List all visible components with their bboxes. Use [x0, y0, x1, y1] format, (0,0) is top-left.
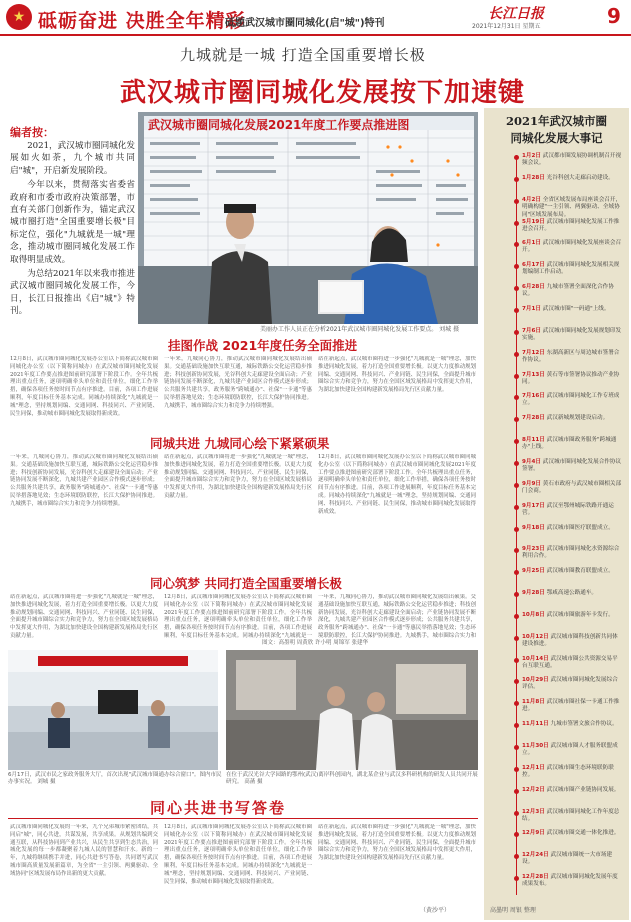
timeline-dot-icon [514, 767, 519, 772]
article-title: 武汉城市圈同城化发展按下加速键 [120, 78, 526, 108]
timeline-event-text: 武汉城市圈政务服务"跨城通办"上线。 [522, 437, 617, 451]
bottom-author: （黄沙平） [420, 907, 451, 914]
timeline-event-date: 6月28日 [522, 284, 545, 290]
timeline-event-date: 11月8日 [522, 699, 545, 705]
timeline-event-text: 武汉城市圈教育联盟成立。 [546, 568, 614, 574]
timeline-event-date: 7月13日 [522, 372, 545, 378]
timeline-event-text: 武汉城市圈旅游年卡发行。 [546, 612, 614, 618]
timeline-event [522, 590, 622, 597]
timeline-event-date: 10月14日 [522, 656, 549, 662]
timeline-event [522, 677, 622, 692]
timeline-event [522, 634, 622, 649]
timeline-event-date: 7月6日 [522, 328, 541, 334]
timeline-dot-icon [514, 679, 519, 684]
timeline-dot-icon [514, 374, 519, 379]
timeline-dot-icon [514, 636, 519, 641]
timeline-event [522, 153, 622, 168]
timeline-event-text: 东湖高新区与周边城市签署合作协议。 [522, 350, 620, 364]
section-heading: 同城共进 九城同心绘下紧紧硕果 [150, 436, 330, 451]
timeline-event [522, 240, 622, 255]
timeline-dot-icon [514, 592, 519, 597]
section-body: 12月8日，武汉城市圈同城化发展办公室以下简称武汉城市圈同城化办公室（以下简称同城办）在武汉城市圈同城化发展2021年度工作要点推进图前研究部署下阶段工作。全年共梳理出重点任务，逐项明确牵头单位和责任单位，细化工作举措，确保各项任务按时间节点有序推进。目前，各项工作进展顺利，年度目标任务基本完成。同城办持续深化"九城就是一城"理念，坚持规划同编、交通同网、科技同兴、产业同链、民生同保，推动城市圈同城化发展取得新成效。 [318, 454, 476, 515]
bottom-photo-left [8, 650, 218, 770]
issue-date: 2021年12月31日 星期五 [472, 23, 541, 30]
sidebar-title-line: 2021年武汉城市圈 [505, 114, 607, 128]
timeline-event-date: 9月23日 [522, 546, 545, 552]
timeline-dot-icon [514, 221, 519, 226]
timeline-event-date: 12月9日 [522, 830, 545, 836]
main-photo-caption: 美丽办工作人员正在分析2021年武汉城市圈同城化发展工作要点。 刘城 摄 [260, 326, 460, 333]
timeline-event [522, 503, 622, 518]
timeline-dot-icon [514, 330, 519, 335]
timeline-event [522, 699, 622, 714]
timeline-dot-icon [514, 876, 519, 881]
timeline-event [522, 197, 622, 219]
timeline-event-date: 10月8日 [522, 612, 545, 618]
section-body: 站在新起点，武汉城市圈将进一步强化"九城就是一城"理念，加快推进同城化发展，着力打造全国重要增长极。以更大力度推动规划同编、交通同网、科技同兴、产业同链、民生同保，全面提升城市圈综合实力和竞争力，努力在全国区域发展格局中发挥更大作用，为湖北加快建设全国构建新发展格局先行区贡献力量。 [164, 454, 312, 499]
timeline-event-text: 武汉城市圈同城化水资源综合利用合作。 [522, 546, 620, 560]
timeline-dot-icon [514, 723, 519, 728]
timeline-event [522, 852, 622, 867]
timeline-event-text: 黄石市政府与武汉城市圈相关部门会商。 [522, 481, 622, 495]
section-body: 12月8日，武汉城市圈同城化发展办公室以下简称武汉城市圈同城化办公室（以下简称同城办）在武汉城市圈同城化发展2021年度工作要点推进图前研究部署下阶段工作。全年共梳理出重点任务，逐项明确牵头单位和责任单位，细化工作举措，确保各项任务按时间节点有序推进。目前，各项工作进展顺利，年度目标任务基本完成。同城办持续深化"九城就是一城"理念，坚持规划同编、交通同网、科技同兴、产业同链、民生同保，推动城市圈同城化发展取得新成效。 [10, 356, 158, 417]
timeline-event-date: 9月9日 [522, 481, 541, 487]
timeline-dot-icon [514, 199, 519, 204]
section-body: 站在新起点，武汉城市圈将进一步强化"九城就是一城"理念，加快推进同城化发展，着力打造全国重要增长极。以更大力度推动规划同编、交通同网、科技同兴、产业同链、民生同保，全面提升城市圈综合实力和竞争力，努力在全国区域发展格局中发挥更大作用，为湖北加快建设全国构建新发展格局先行区贡献力量。 [10, 594, 158, 639]
timeline-dot-icon [514, 352, 519, 357]
section-body: 12月8日，武汉城市圈同城化发展办公室以下简称武汉城市圈同城化办公室（以下简称同城办）在武汉城市圈同城化发展2021年度工作要点推进图前研究部署下阶段工作。全年共梳理出重点任务，逐项明确牵头单位和责任单位，细化工作举措，确保各项任务按时间节点有序推进。目前，各项工作进展顺利，年度目标任务基本完成。同城办持续深化"九城就是一 [164, 594, 312, 639]
editor-note-paragraph: 2021，武汉城市圈同城化发展如火如荼，九个城市共同启"城"，开启新发展阶段。 [10, 141, 135, 176]
timeline-dot-icon [514, 483, 519, 488]
bottom-photo-caption: 6月17日，武汉市民之家政务服务大厅，首次出现"武汉城市圈通办综合窗口"。图内市民办事实况。 刘城 摄 [8, 772, 222, 785]
timeline-dot-icon [514, 461, 519, 466]
timeline-event-text: 武汉城市圈同城化发展相关规划编制工作启动。 [522, 262, 620, 276]
timeline-event-text: 武汉城市圈同城化工作年度总结。 [522, 809, 620, 823]
timeline-event-date: 5月19日 [522, 219, 545, 225]
timeline-event-date: 10月12日 [522, 634, 549, 640]
timeline-event-text: 武汉城市圈科技创新共同体建设推进。 [522, 634, 618, 648]
timeline-dot-icon [514, 527, 519, 532]
timeline-event-text: 全省区域发展布局座谈会召开，明确构建"一主引领、两翼驱动、全域协同"区域发展布局。 [522, 197, 622, 218]
main-photo [138, 112, 478, 324]
timeline-event-date: 1月28日 [522, 175, 545, 181]
timeline-dot-icon [514, 570, 519, 575]
timeline-event-date: 7月12日 [522, 350, 545, 356]
timeline-event-text: 武汉城市圈产业链协同发展。 [546, 787, 620, 793]
page-number: 9 [607, 4, 621, 28]
timeline-dot-icon [514, 505, 519, 510]
photo-board-banner: 武汉城市圈同城化发展2021年度工作要点推进图 [148, 118, 410, 132]
timeline-dot-icon [514, 745, 519, 750]
timeline-event [522, 830, 622, 837]
timeline-dot-icon [514, 854, 519, 859]
timeline-event-date: 11月30日 [522, 743, 549, 749]
timeline-dot-icon [514, 832, 519, 837]
timeline-event-date: 12月28日 [522, 874, 549, 880]
bottom-body: 站在新起点，武汉城市圈将进一步强化"九城就是一城"理念，加快推进同城化发展，着力打造全国重要增长极。以更大力度推动规划同编、交通同网、科技同兴、产业同链、民生同保，全面提升城市圈综合实力和竞争力，努力在全国区域发展格局中发挥更大作用，为湖北加快建设全国构建新发展格局先行区贡献力量。 [318, 824, 476, 862]
timeline-event-date: 9月18日 [522, 525, 545, 531]
timeline-event-text: 武汉城市圈统一大市场建设。 [522, 852, 613, 866]
timeline-event-text: 武汉城市圈同城化发展综合评估。 [522, 677, 618, 691]
timeline-event-text: 九城市签署文旅合作协议。 [550, 721, 618, 727]
timeline-event [522, 612, 622, 619]
timeline-event [522, 328, 622, 343]
timeline-dot-icon [514, 155, 519, 160]
timeline-event-date: 7月16日 [522, 393, 545, 399]
timeline-event [522, 219, 622, 234]
bottom-body: 武汉城市圈同城化发展的一年来，九个兄弟城市紧密团结，共同启"城"，同心共进，共谋发展，共享成果。从规划共编到交通互联，从科技协同到产业共兴，从民生共享到生态共治，同城化发展的每一步都凝聚着九城人民的智慧和汗水。新的一年，九城将继续携手并进，同心共进书写答卷，共同谱写武汉城市圈高质量发展新篇章，为全省"一主引领、两翼驱动、全域协同"区域发展布局作出新的更大贡献。 [10, 824, 158, 877]
timeline-event [522, 525, 622, 532]
timeline-event-date: 12月1日 [522, 765, 545, 771]
party-emblem-icon: ★ [6, 4, 32, 30]
timeline-event [522, 546, 622, 561]
timeline-dot-icon [514, 789, 519, 794]
timeline-event [522, 787, 622, 794]
header-slogan: 砥砺奋进 决胜全年精彩 [38, 10, 246, 32]
section-body: 站在新起点，武汉城市圈将进一步强化"九城就是一城"理念，加快推进同城化发展，着力打造全国重要增长极。以更大力度推动规划同编、交通同网、科技同兴、产业同链、民生同保，全面提升城市圈综合实力和竞争力，努力在全国区域发展格局中发挥更大作用，为湖北加快建设全国构建新发展格局先行区贡献力量。 [318, 356, 476, 394]
timeline-event-text: 武汉城市圈同城化发展合作协议签署。 [522, 459, 622, 473]
timeline-dot-icon [514, 614, 519, 619]
timeline-dot-icon [514, 264, 519, 269]
timeline-event-date: 10月29日 [522, 677, 549, 683]
newspaper-masthead: 长江日报 [488, 6, 544, 22]
timeline-event-date: 9月25日 [522, 568, 545, 574]
divider [8, 818, 478, 819]
editor-note-paragraph: 今年以来，贯彻落实省委省政府和市委市政府决策部署，市直有关部门创新作为，锚定武汉城市圈打造"全国重要增长极"目标定位，强化"九城就是一城"理念，推动城市圈同城化发展工作取得明显成效。 [10, 180, 135, 265]
lab-illustration [226, 650, 478, 770]
timeline-event-date: 9月28日 [522, 590, 545, 596]
timeline-event-text: 武汉都市圈发展协调机制召开视频会议。 [522, 153, 622, 167]
photo-credit-row: 图文：高墨明 周黄欣 许小明 周锦军 张建华 [262, 640, 368, 646]
sidebar-title [488, 113, 625, 147]
timeline-dot-icon [514, 242, 519, 247]
timeline-event-date: 9月4日 [522, 459, 541, 465]
editor-note-paragraph: 为总结2021年以来我市推进武汉城市圈同城化发展工作，今日，长江日报推出《启"城"》特刊。 [10, 269, 135, 317]
timeline-event-text: 鄂咸高速公路通车。 [546, 590, 598, 596]
bottom-photo-right [226, 650, 478, 770]
editor-note-label: 编者按： [10, 126, 54, 139]
timeline-dot-icon [514, 701, 519, 706]
timeline-event [522, 765, 622, 780]
bottom-photo-caption: 在位于武汉光谷大学园路的鄂州(武汉)离岸科创园内，湖北某企业与武汉多科研机构的研发人员共同开展研究。 高菡 摄 [226, 772, 478, 785]
timeline-event-date: 8月11日 [522, 437, 545, 443]
timeline-event [522, 415, 622, 422]
editor-note [10, 140, 135, 320]
timeline-dot-icon [514, 286, 519, 291]
timeline-event-text: 武汉城市圈同城化发展工作推进会召开。 [522, 219, 620, 233]
timeline-event [522, 393, 622, 408]
bottom-body: 12月8日，武汉城市圈同城化发展办公室以下简称武汉城市圈同城化办公室（以下简称同城办）在武汉城市圈同城化发展2021年度工作要点推进图前研究部署下阶段工作。全年共梳理出重点任务，逐项明确牵头单位和责任单位，细化工作举措，确保各项任务按时间节点有序推进。目前，各项工作进展顺利，年度目标任务基本完成。同城办持续深化"九城就是一城"理念，坚持规划同编、交通同网、科技同兴、产业同链、民生同保，推动城市圈同城化发展取得新成效。 [164, 824, 312, 885]
timeline-event-text: 武汉城市圈公共资源交易平台互联互通。 [522, 656, 618, 670]
timeline-event-text: 九城市签署全面深化合作协议。 [522, 284, 614, 298]
timeline-event-text: 武汉城市圈人才服务联盟成立。 [522, 743, 618, 757]
timeline-event-date: 4月2日 [522, 197, 541, 203]
section-heading: 挂图作战 2021年度任务全面推进 [168, 338, 358, 353]
timeline-event [522, 372, 622, 387]
timeline-event [522, 874, 622, 889]
timeline-event-date: 12月3日 [522, 809, 545, 815]
timeline-event-date: 7月28日 [522, 415, 545, 421]
timeline-event [522, 284, 622, 299]
section-heading: 同心筑梦 共同打造全国重要增长极 [150, 576, 342, 591]
timeline-event-text: 武汉城市圈交通一体化推进。 [546, 830, 620, 836]
timeline-event-text: 黄石等市签署协议推动产业协同。 [522, 372, 620, 386]
timeline-event [522, 568, 622, 575]
timeline-event [522, 350, 622, 365]
timeline-dot-icon [514, 417, 519, 422]
timeline-event-date: 6月17日 [522, 262, 545, 268]
timeline-event-text: 武汉城市圈同城化发展座谈会召开。 [522, 240, 622, 254]
timeline-dot-icon [514, 439, 519, 444]
timeline-event-text: 光谷科创大走廊启动建设。 [546, 175, 614, 181]
timeline-event-date: 12月24日 [522, 852, 549, 858]
service-hall-illustration [8, 650, 218, 770]
timeline-dot-icon [514, 548, 519, 553]
timeline-dot-icon [514, 658, 519, 663]
timeline-event [522, 262, 622, 277]
timeline-event [522, 437, 622, 452]
timeline-event-date: 11月11日 [522, 721, 549, 727]
article-kicker: 九城就是一城 打造全国重要增长极 [180, 46, 426, 64]
sidebar-title-line: 同城化发展大事记 [510, 131, 603, 145]
timeline-event [522, 743, 622, 758]
timeline-event-text: 武汉至鄂州城际铁路开通运营。 [522, 503, 614, 517]
timeline-event-text: 武汉城市圈同城化发展规划印发实施。 [522, 328, 622, 342]
timeline-event-text: 武汉城市圈同城化发展年度成果发布。 [522, 874, 618, 888]
timeline-event-date: 7月1日 [522, 306, 541, 312]
timeline-event-text: 武汉城市圈生态环境联防联控。 [522, 765, 614, 779]
special-issue-name: 砥题武汉城市圈同城化(启"城")特刊 [225, 18, 385, 29]
timeline-event-date: 6月1日 [522, 240, 541, 246]
timeline-event [522, 459, 622, 474]
timeline-event-date: 9月17日 [522, 503, 545, 509]
timeline-event-date: 12月2日 [522, 787, 545, 793]
timeline-event [522, 175, 622, 182]
section-body: 一年来，九城同心协力，推动武汉城市圈同城化发展结出硕果。交通基础设施加快互联互通，城际铁路公交化运营稳步推进；科技创新协同发展，光谷科创大走廊建设全面启动；产业链协同发展不断深化，九城共建产业园区合作模式逐步形成；公共服务共建共享，政务服务"跨城通办"、社保"一卡通"等惠民举措落地见效；生态环境联防联控，长江大保护协同推进。九城携手，城市圈综合实力和竞争力持续增强。 [10, 454, 158, 507]
bottom-heading: 同心共进书写答卷 [150, 799, 287, 817]
timeline-event [522, 809, 622, 824]
timeline-dot-icon [514, 308, 519, 313]
timeline-event-text: 武汉城市圈社保一卡通工作推进。 [522, 699, 620, 713]
timeline-event [522, 721, 622, 728]
timeline-event-text: 武汉城市圈"一码通"上线。 [542, 306, 610, 312]
timeline-dot-icon [514, 177, 519, 182]
timeline-event [522, 306, 622, 313]
section-body: 一年来，九城同心协力，推动武汉城市圈同城化发展结出硕果。交通基础设施加快互联互通，城际铁路公交化运营稳步推进；科技创新协同发展，光谷科创大走廊建设全面启动；产业链协同发展不断深化，九城共建产业园区合作模式逐步形成；公共服务共建共享，政务服务"跨城通办"、社保"一卡通"等惠民举措落地见效；生态环境联防联控，长江大保护协同推进。九城携手，城市圈综合实力和竞争力持续增强。 [164, 356, 312, 409]
timeline-event-text: 武汉新城规划建设启动。 [546, 415, 609, 421]
timeline-event [522, 656, 622, 671]
sidebar-author: 高墨明 周银 整理 [490, 907, 536, 914]
timeline-event [522, 481, 622, 496]
timeline-event-text: 武汉城市圈同城化工作专班成立。 [522, 393, 620, 407]
photo-illustration [138, 112, 478, 324]
timeline-dot-icon [514, 811, 519, 816]
timeline-dot-icon [514, 395, 519, 400]
timeline-event-text: 武汉城市圈医疗联盟成立。 [546, 525, 614, 531]
section-body: 一年来，九城同心协力，推动武汉城市圈同城化发展结出硕果。交通基础设施加快互联互通，城际铁路公交化运营稳步推进；科技创新协同发展，光谷科创大走廊建设全面启动；产业链协同发展不断深化，九城共建产业园区合作模式逐步形成；公共服务共建共享，政务服务"跨城通办"、社保"一卡通"等惠民举措落地见效；生态环境联防联控，长江大保护协同推进。九城携手，城市圈综合实力和 [318, 594, 476, 639]
timeline-event-date: 1月2日 [522, 153, 541, 159]
